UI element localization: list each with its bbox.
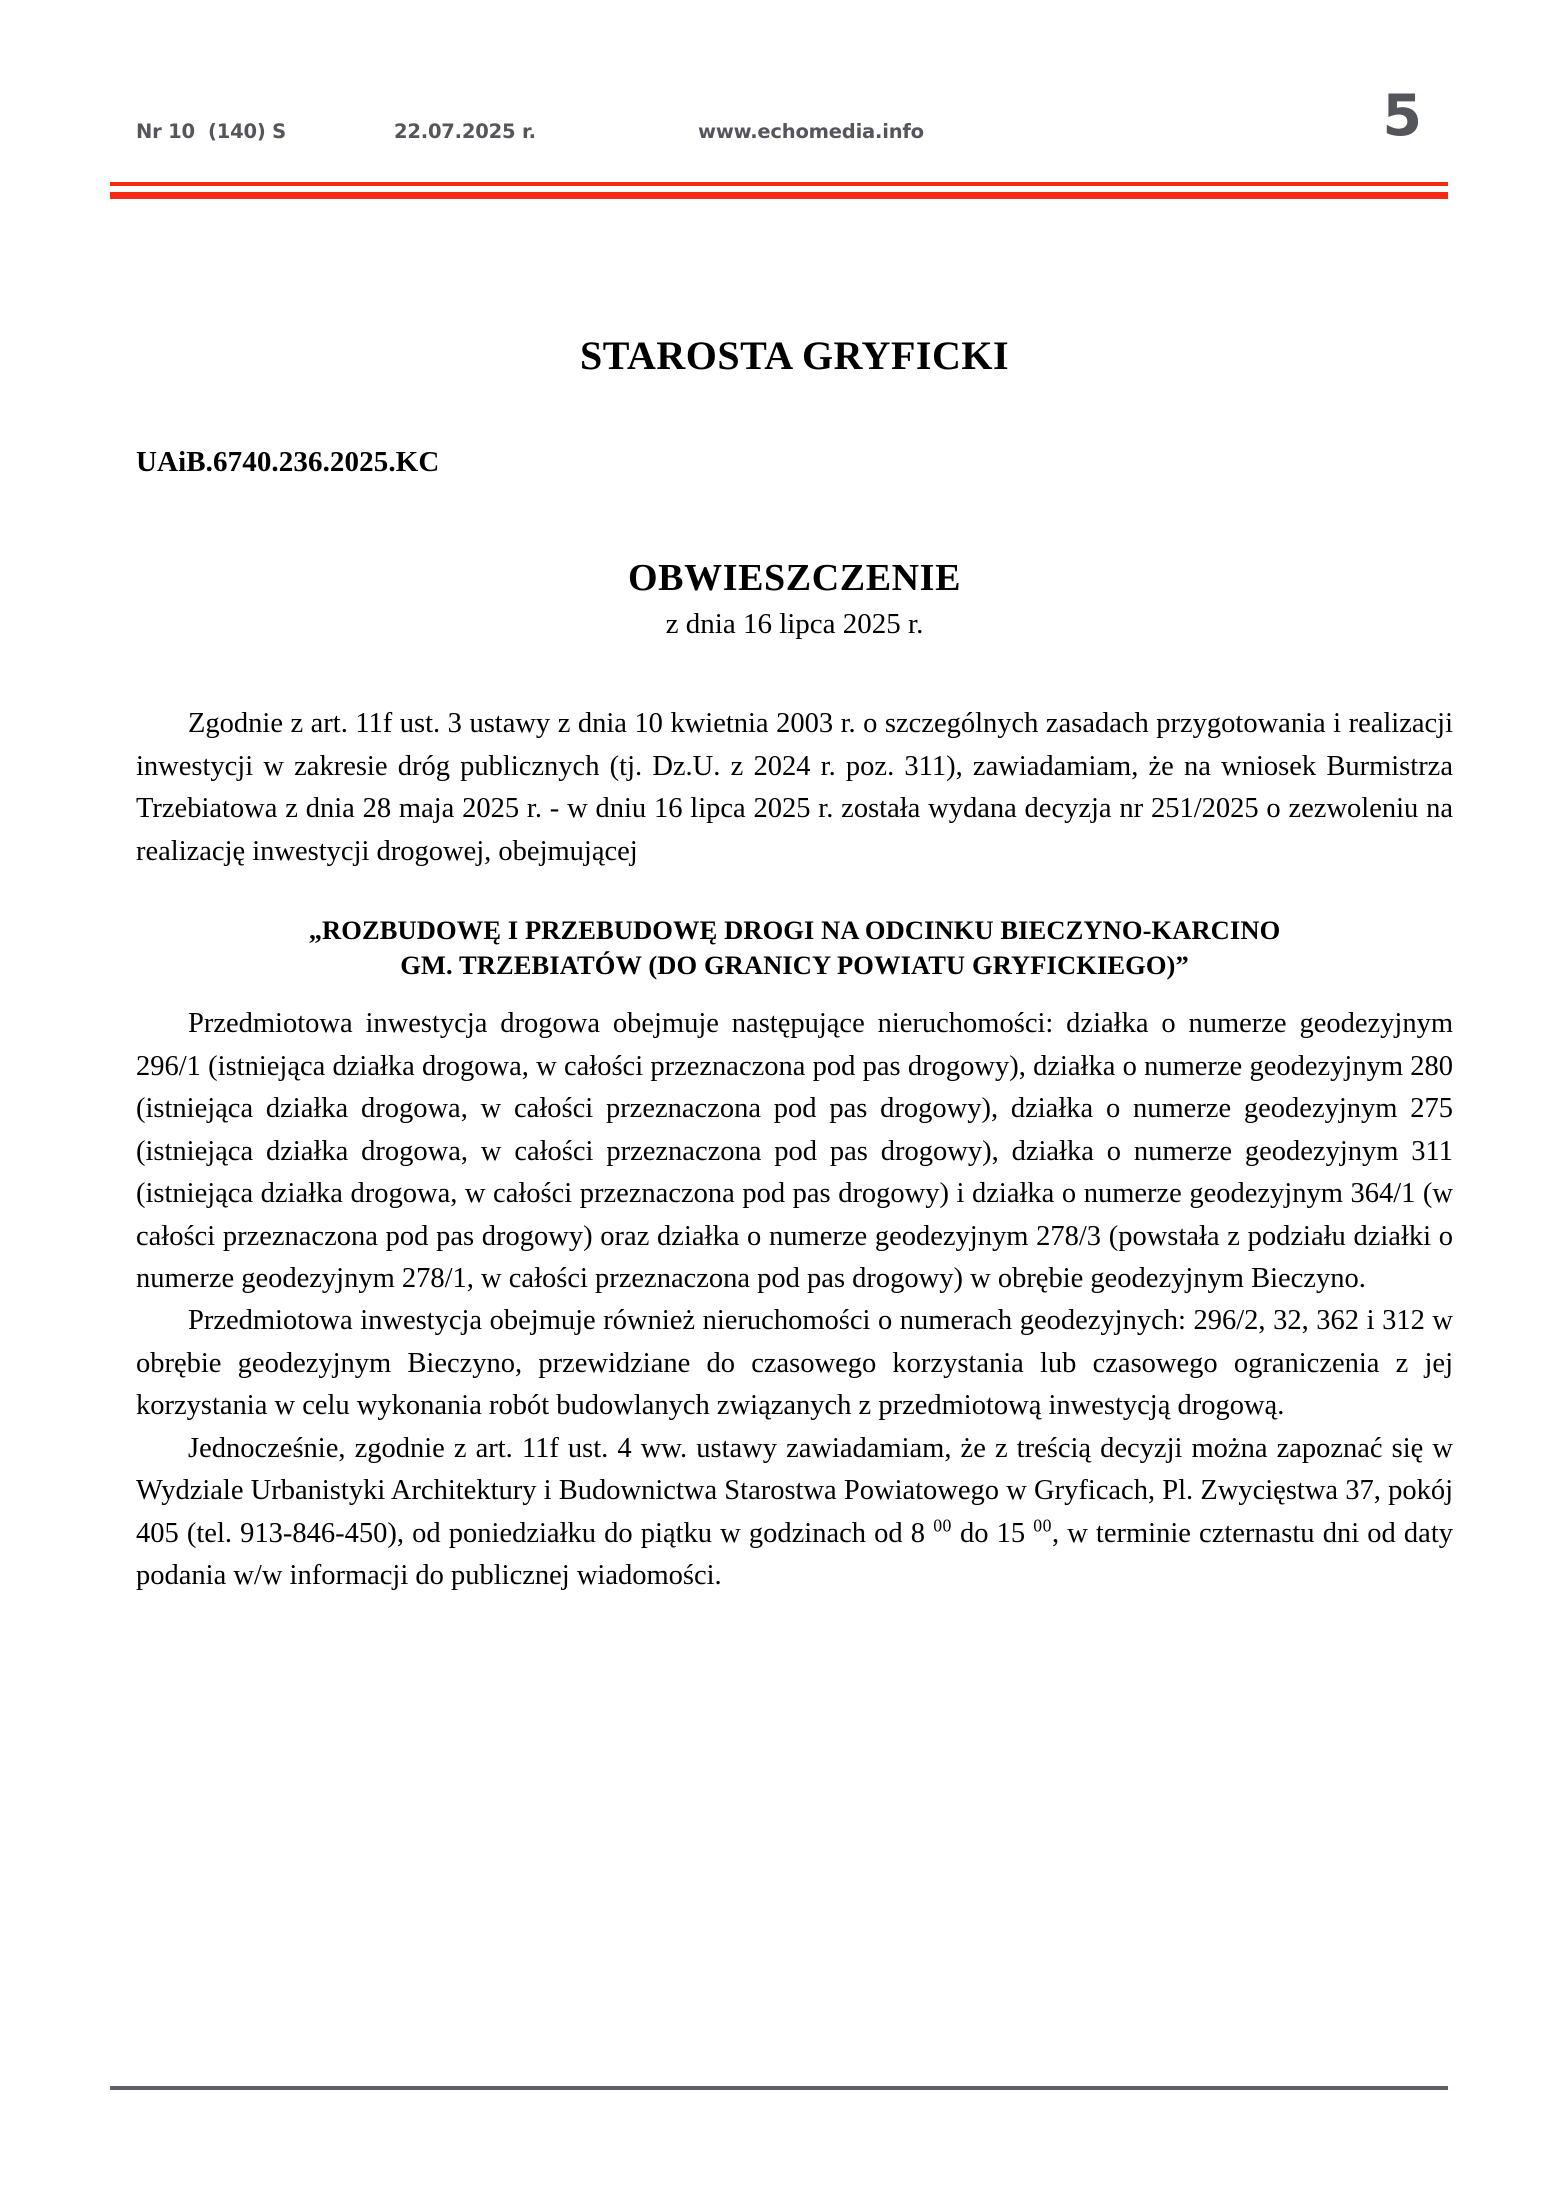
notice-date: z dnia 16 lipca 2025 r. [665, 607, 924, 640]
paragraph-office-details [136, 1428, 1453, 1598]
office-hours-start-superscript: 00 [933, 1515, 952, 1536]
office-details-text-middle: do 15 [951, 1517, 1034, 1549]
paragraph-parcels-temporary: Przedmiotowa inwestycja obejmuje również nieruchomości o numerach geodezyjnych: 296/2, 32, 362 i 312 w obrębie geodezyjnym Bieczyno, przewidziane do czasowego korzystania lub czasowego ograniczenia z jej korzystania w celu wykonania robót budowlanych związanych z przedmiotową inwestycją drogową. [136, 1305, 1453, 1422]
issue-number: Nr 10 (140) S [136, 120, 287, 143]
reference-number: UAiB.6740.236.2025.KC [136, 446, 440, 478]
paragraph-legal-basis: Zgodnie z art. 11f ust. 3 ustawy z dnia 10 kwietnia 2003 r. o szczególnych zasadach przygotowania i realizacji inwestycji w zakresie dróg publicznych (tj. Dz.U. z 2024 r. poz. 311), zawiadamiam, że na wniosek Burmistrza Trzebiatowa z dnia 28 maja 2025 r. - w dniu 16 lipca 2025 r. została wydana decyzja nr 251/2025 o zezwoleniu na realizację inwestycji drogowej, obejmującej [136, 708, 1453, 867]
website-url: www.echomedia.info [698, 120, 924, 143]
masthead-row [136, 83, 1422, 156]
office-hours-end-superscript: 00 [1033, 1515, 1052, 1536]
paragraph-parcels-permanent: Przedmiotowa inwestycja drogowa obejmuje następujące nieruchomości: działka o numerze geodezyjnym 296/1 (istniejąca działka drogowa, w całości przeznaczona pod pas drogowy), działka o numerze geodezyjnym 280 (istniejąca działka drogowa, w całości przeznaczona pod pas drogowy), działka o numerze geodezyjnym 275 (istniejąca działka drogowa, w całości przeznaczona pod pas drogowy), działka o numerze geodezyjnym 311 (istniejąca działka drogowa, w całości przeznaczona pod pas drogowy) i działka o numerze geodezyjnym 364/1 (w całości przeznaczona pod pas drogowy) oraz działka o numerze geodezyjnym 278/3 (powstała z podziału działki o numerze geodezyjnym 278/1, w całości przeznaczona pod pas drogowy) w obrębie geodezyjnym Bieczyno. [136, 1008, 1453, 1294]
page-title: STAROSTA GRYFICKI [579, 333, 1010, 378]
issue-date: 22.07.2025 r. [394, 120, 536, 143]
document-body [136, 232, 1453, 1598]
masthead [136, 83, 1422, 156]
notice-heading: OBWIESZCZENIE [627, 557, 962, 599]
investment-title-line-2: GM. TRZEBIATÓW (DO GRANICY POWIATU GRYFICKIEGO)” [400, 950, 1189, 981]
page-number: 5 [1382, 83, 1422, 149]
header-rule-thin [110, 182, 1448, 186]
header-rule-thick [110, 192, 1448, 199]
investment-title [136, 873, 1453, 1003]
investment-title-line-1: „ROZBUDOWĘ I PRZEBUDOWĘ DROGI NA ODCINKU BIECZYNO-KARCINO [308, 915, 1281, 946]
office-details-text-before-hours: Jednocześnie, zgodnie z art. 11f ust. 4 ww. ustawy zawiadamiam, że z treścią decyzji można zapoznać się w Wydziale Urbanistyki Architektury i Budownictwa Starostwa Powiatowego w Gryficach, Pl. Zwycięstwa 37, pokój 405 (tel. 913-846-450), od poniedziałku do piątku w godzinach od 8 [136, 1432, 1453, 1549]
office-details-text-after-hours: , w terminie czternastu dni od daty podania w/w informacji do publicznej wiadomości. [136, 1517, 1453, 1592]
footer-rule [110, 2086, 1448, 2090]
